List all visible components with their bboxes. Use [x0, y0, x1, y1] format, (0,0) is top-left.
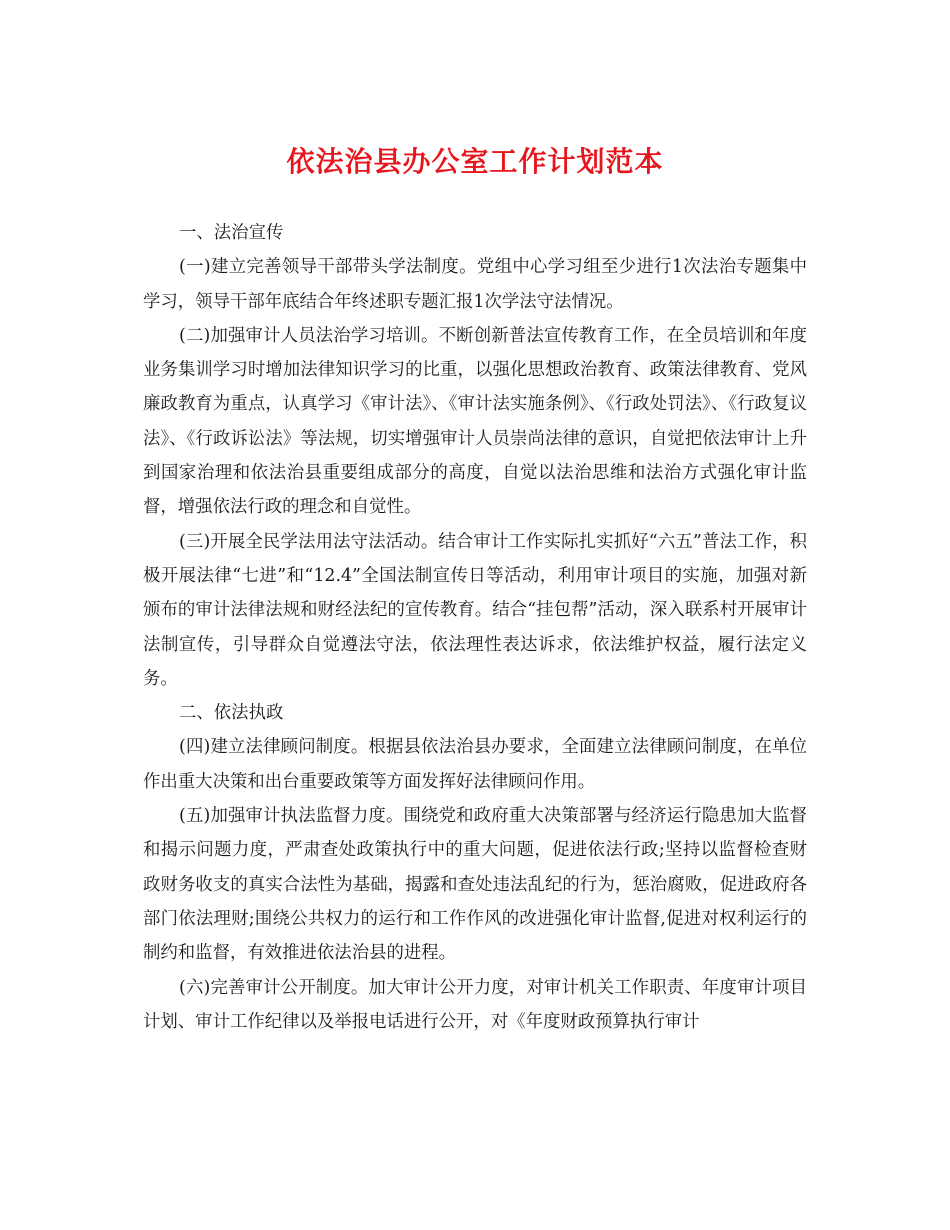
paragraph-item-3: (三)开展全民学法用法守法活动。结合审计工作实际扎实抓好“六五”普法工作，积极开展法律“七进”和“12.4”全国法制宣传日等活动，利用审计项目的实施，加强对新颁布的审计法律法规和财经法纪的宣传教育。结合“挂包帮”活动，深入联系村开展审计法制宣传，引导群众自觉遵法守法，依法理性表达诉求，依法维护权益，履行法定义务。: [143, 531, 807, 689]
section-heading-legal-publicity: 一、法治宣传: [179, 223, 284, 243]
paragraph-item-2: (二)加强审计人员法治学习培训。不断创新普法宣传教育工作，在全员培训和年度业务集训学习时增加法律知识学习的比重，以强化思想政治教育、政策法律教育、党风廉政教育为重点，认真学习《审计法》、《审计法实施条例》、《行政处罚法》、《行政复议法》、《行政诉讼法》等法规，切实增强审计人员崇尚法律的意识，自觉把依法审计上升到国家治理和依法治县重要组成部分的高度，自觉以法治思维和法治方式强化审计监督，增强依法行政的理念和自觉性。: [143, 325, 807, 518]
document-body: [143, 216, 807, 1039]
section-heading-governance: 二、依法执政: [179, 703, 284, 724]
paragraph-item-6: (六)完善审计公开制度。加大审计公开力度，对审计机关工作职责、年度审计项目计划、审计工作纪律以及举报电话进行公开，对《年度财政预算执行审计: [143, 977, 807, 1032]
document-title: 依法治县办公室工作计划范本: [286, 145, 664, 178]
paragraph-item-5: (五)加强审计执法监督力度。围绕党和政府重大决策部署与经济运行隐患加大监督和揭示问题力度，严肃查处政策执行中的重大问题，促进依法行政;坚持以监督检查财政财务收支的真实合法性为基础，揭露和查处违法乱纪的行为，惩治腐败，促进政府各部门依法理财;围绕公共权力的运行和工作作风的改进强化审计监督,促进对权利运行的制约和监督，有效推进依法治县的进程。: [143, 806, 807, 964]
paragraph-item-4: (四)建立法律顾问制度。根据县依法治县办要求，全面建立法律顾问制度，在单位作出重大决策和出台重要政策等方面发挥好法律顾问作用。: [143, 737, 807, 792]
paragraph-item-1: (一)建立完善领导干部带头学法制度。党组中心学习组至少进行1次法治专题集中学习，领导干部年底结合年终述职专题汇报1次学法守法情况。: [143, 257, 807, 312]
